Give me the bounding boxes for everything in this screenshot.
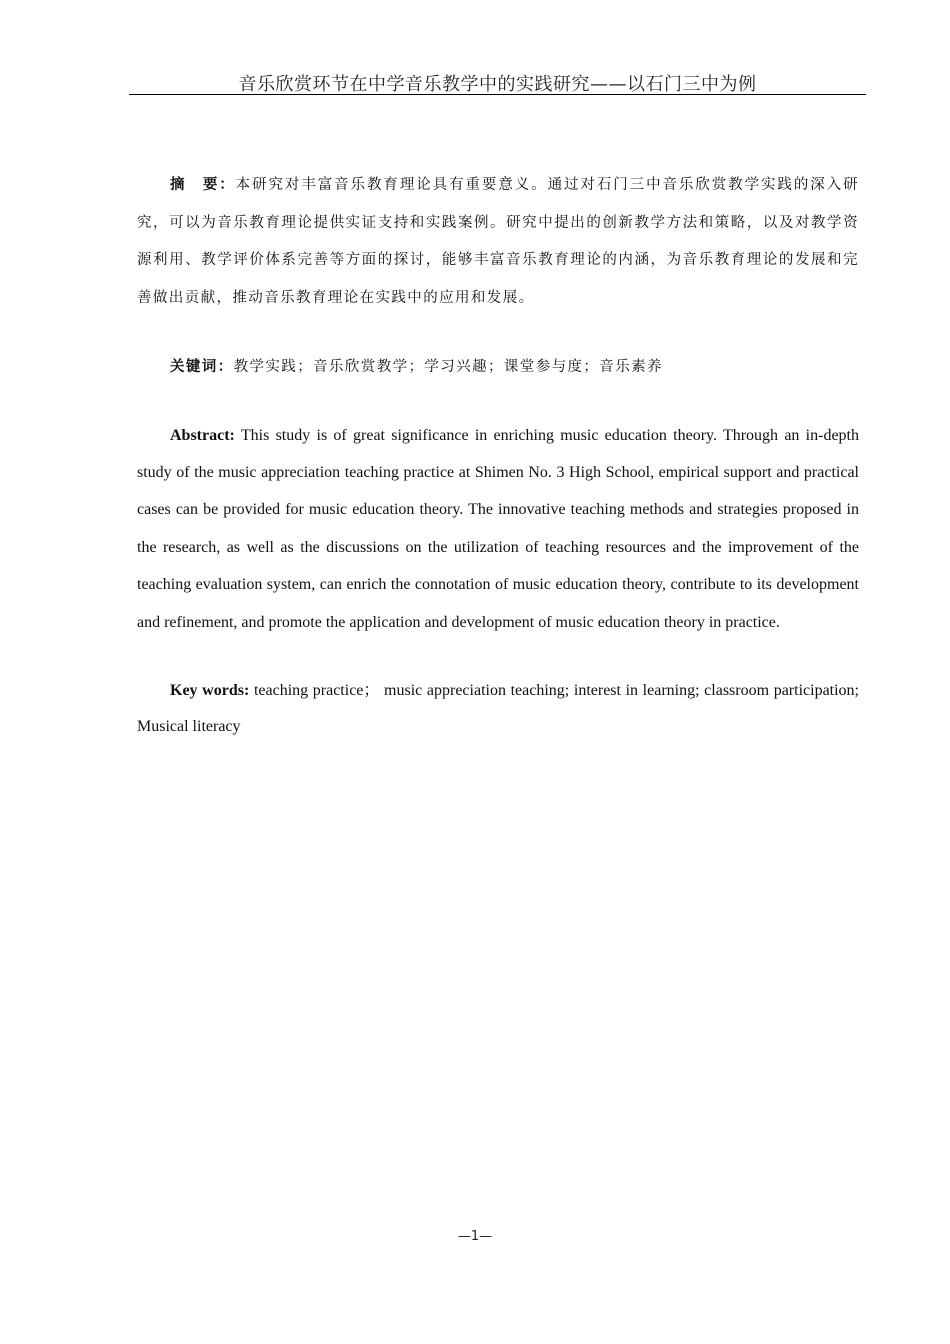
- english-keywords-label: Key words:: [170, 681, 250, 699]
- page-number: —1—: [457, 1229, 493, 1244]
- chinese-keywords-text: 教学实践；音乐欣赏教学；学习兴趣；课堂参与度；音乐素养: [233, 359, 663, 375]
- english-abstract: [137, 417, 859, 641]
- chinese-abstract-label: 摘 要：: [170, 176, 236, 193]
- english-abstract-text: This study is of great significance in enriching music education theory. Through an in-depth study of the music appreciation teaching practice at Shimen No. 3 High School, empirical support and practical cases can be provided for music education theory. The innovative teaching methods and strategies proposed in the research, as well as the discussions on the utilization of teaching resources and the improvement of the teaching evaluation system, can enrich the connotation of music education theory, contribute to its development and refinement, and promote the application and development of music education theory in practice.: [137, 426, 859, 631]
- chinese-keywords-label: 关键词：: [170, 358, 234, 375]
- page-content: [137, 166, 859, 745]
- chinese-keywords: [137, 348, 859, 387]
- page-header-title: 音乐欣赏环节在中学音乐教学中的实践研究——以石门三中为例: [238, 74, 757, 95]
- chinese-abstract-text: 本研究对丰富音乐教育理论具有重要意义。通过对石门三中音乐欣赏教学实践的深入研究，可以为音乐教育理论提供实证支持和实践案例。研究中提出的创新教学方法和策略，以及对教学资源利用、教学评价体系完善等方面的探讨，能够丰富音乐教育理论的内涵，为音乐教育理论的发展和完善做出贡献，推动音乐教育理论在实践中的应用和发展。: [137, 177, 859, 306]
- english-keywords-text: teaching practice； music appreciation teaching; interest in learning; classroom participation; Musical literacy: [137, 681, 860, 735]
- chinese-abstract: [137, 166, 859, 317]
- english-keywords: [137, 673, 859, 745]
- english-abstract-label: Abstract:: [170, 426, 235, 444]
- page-header: [129, 68, 866, 95]
